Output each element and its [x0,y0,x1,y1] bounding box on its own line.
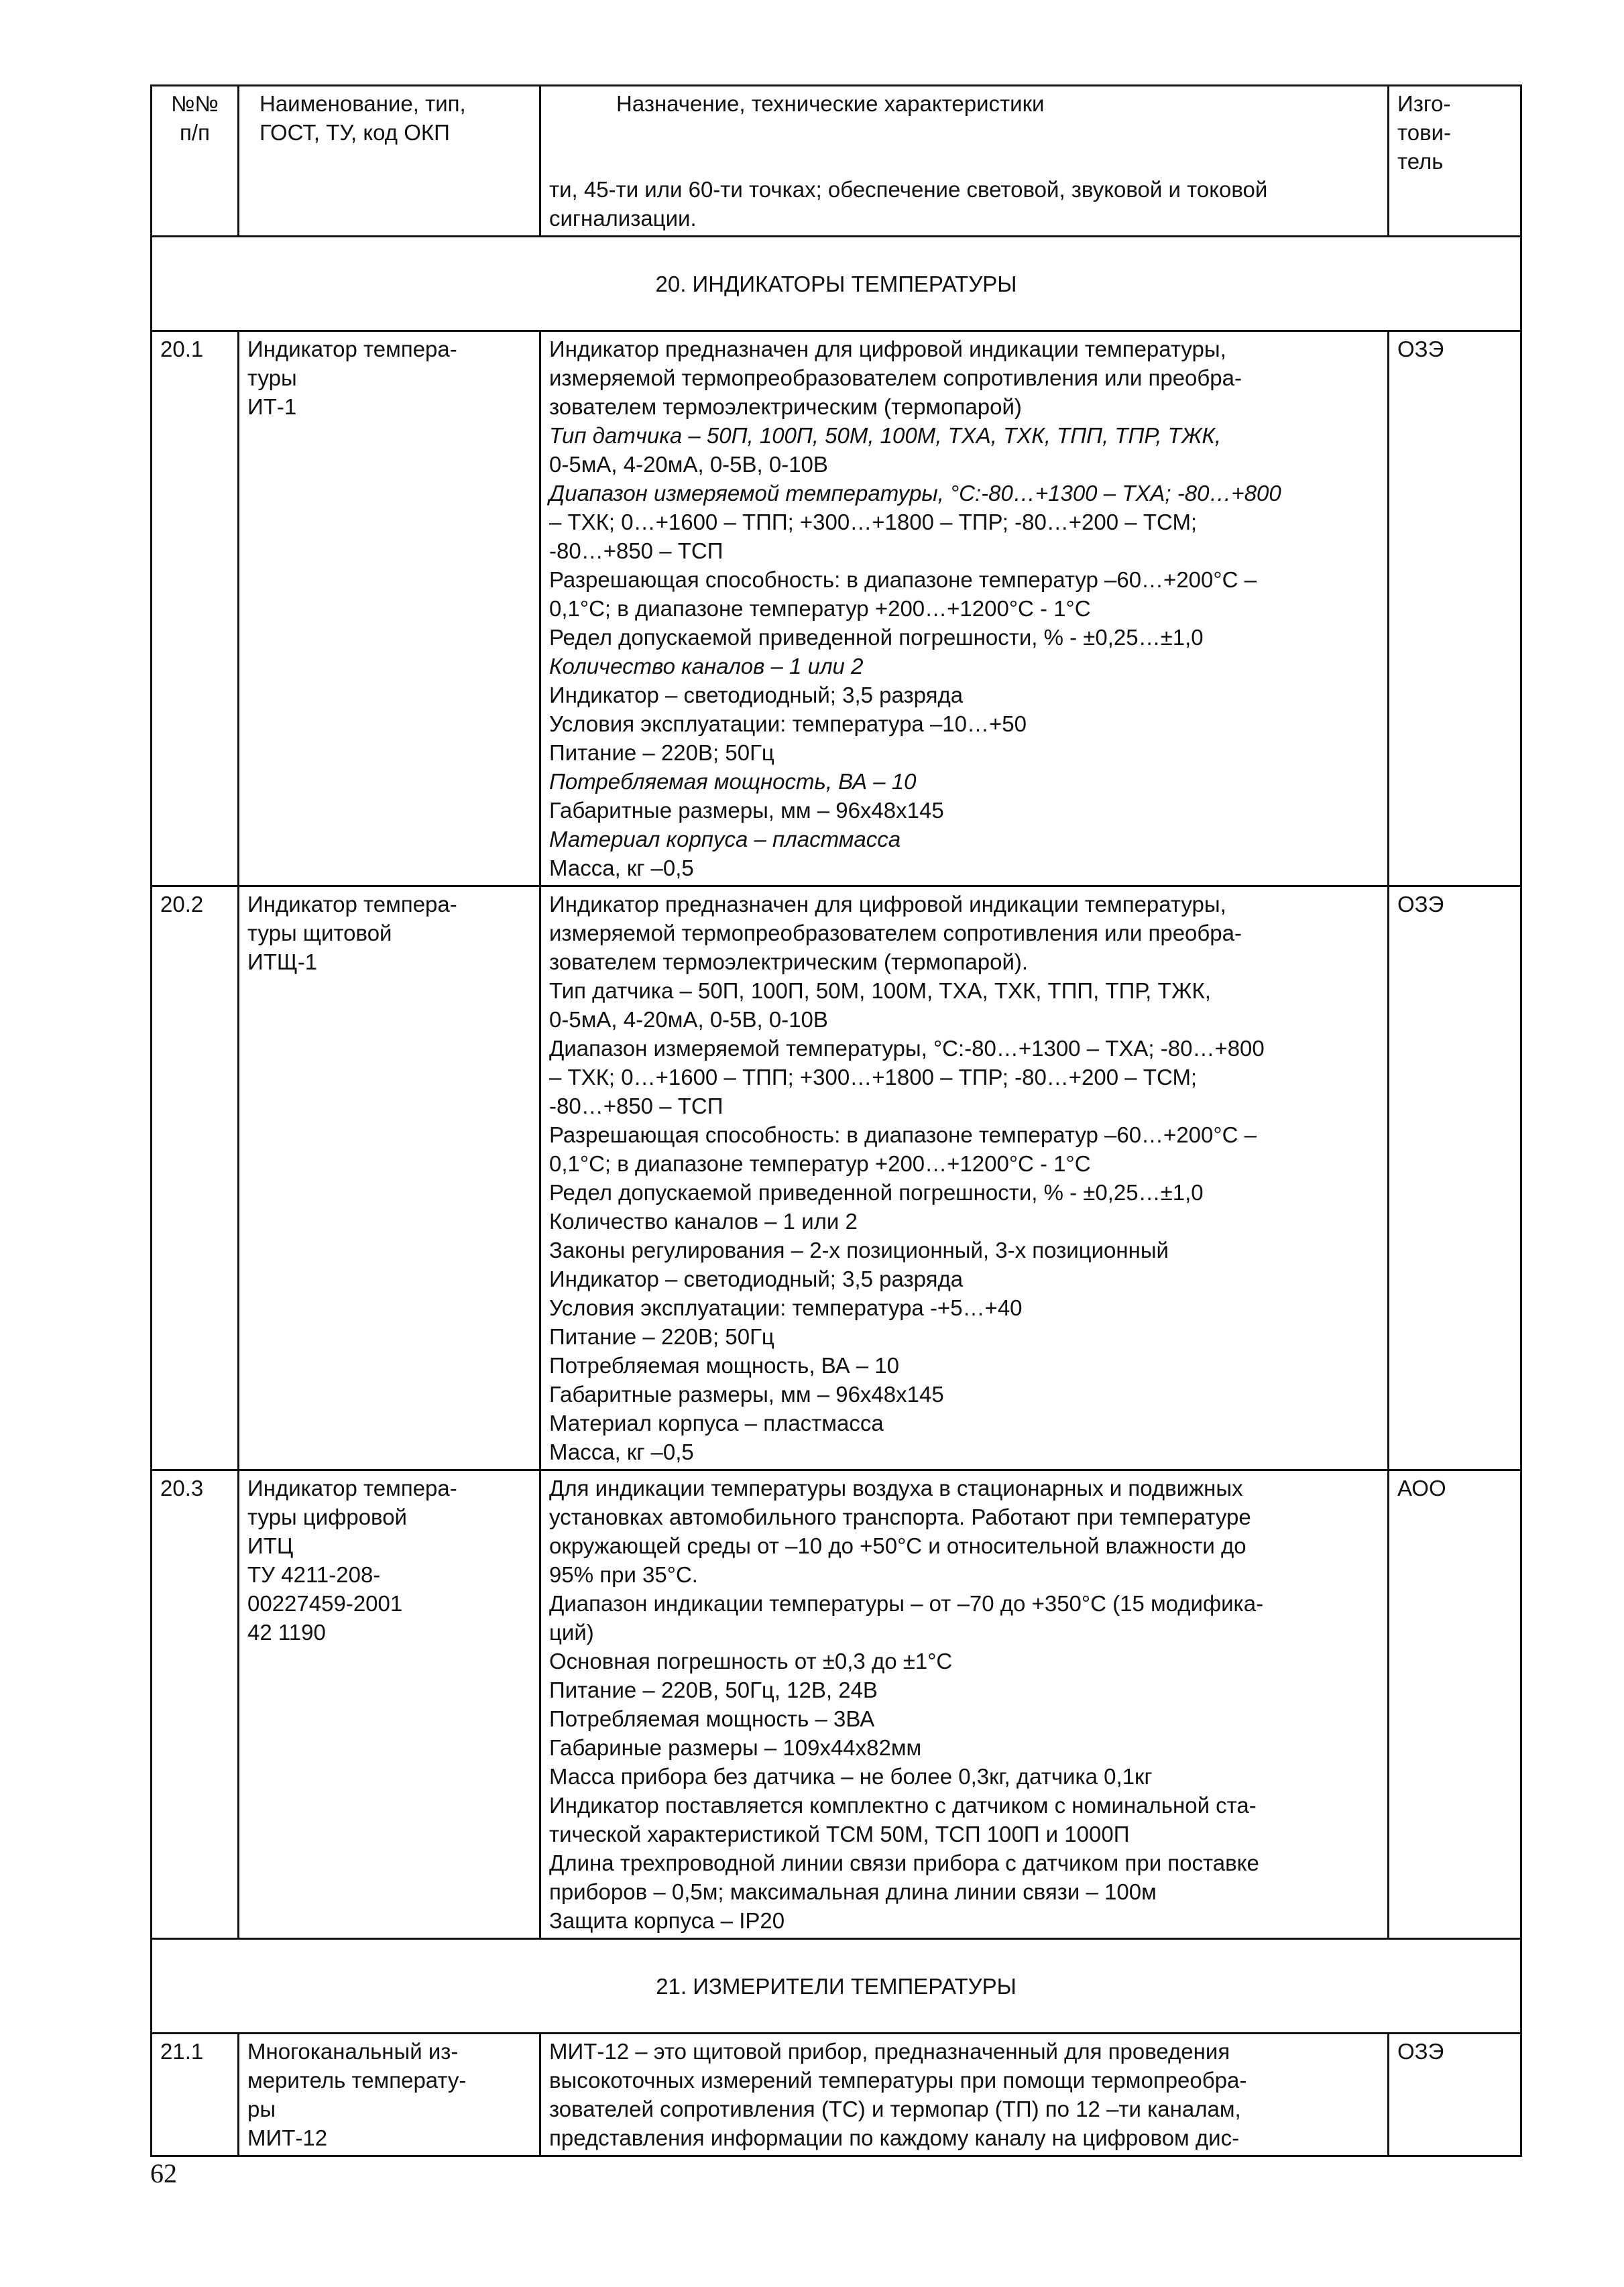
description-line: Индикатор – светодиодный; 3,5 разряда [549,1267,964,1291]
description-line: 0,1°С; в диапазоне температур +200…+1200°С - 1°С [549,596,1091,621]
item-maker: ОЗЭ [1389,331,1521,886]
table-row [152,886,1521,1470]
description-line: Питание – 220В; 50Гц [549,1324,774,1349]
item-maker: АОО [1389,1470,1521,1939]
description-line: установках автомобильного транспорта. Работают при температуре [549,1505,1251,1529]
description-line: – ТХК; 0…+1600 – ТПП; +300…+1800 – ТПР; -80…+200 – ТСМ; [549,1065,1198,1090]
description-line: Индикатор предназначен для цифровой индикации температуры, [549,337,1226,361]
description-line: зователем термоэлектрическим (термопарой). [549,949,1029,974]
item-number: 20.1 [152,331,239,886]
item-number: 21.1 [152,2034,239,2156]
description-line: 0-5мА, 4-20мА, 0-5В, 0-10В [549,452,828,477]
description-line: Количество каналов – 1 или 2 [549,654,864,679]
table-header-row [152,86,1521,237]
description-line: Габаритные размеры, мм – 96х48х145 [549,798,944,823]
table-row [152,2034,1521,2156]
page-number: 62 [150,2158,177,2188]
section-row [152,237,1521,331]
item-description [540,2034,1389,2156]
section-title: 21. ИЗМЕРИТЕЛИ ТЕМПЕРАТУРЫ [152,1939,1521,2034]
description-line: Индикатор – светодиодный; 3,5 разряда [549,683,964,707]
description-line: Редел допускаемой приведенной погрешности, % - ±0,25…±1,0 [549,625,1204,650]
description-line: Длина трехпроводной линии связи прибора с датчиком при поставке [549,1851,1259,1875]
description-line: 0,1°С; в диапазоне температур +200…+1200°С - 1°С [549,1151,1091,1176]
description-line: зователей сопротивления (ТС) и термопар (ТП) по 12 –ти каналам, [549,2097,1241,2121]
description-line: Материал корпуса – пластмасса [549,827,901,852]
description-line: Масса, кг –0,5 [549,856,694,880]
item-maker: ОЗЭ [1389,2034,1521,2156]
description-line: высокоточных измерений температуры при помощи термопреобра- [549,2068,1247,2093]
description-line: Питание – 220В; 50Гц [549,740,774,765]
item-description [540,331,1389,886]
description-line: зователем термоэлектрическим (термопарой) [549,394,1022,419]
description-line: Разрешающая способность: в диапазоне температур –60…+200°С – [549,567,1257,592]
description-line: Разрешающая способность: в диапазоне температур –60…+200°С – [549,1122,1257,1147]
item-number: 20.3 [152,1470,239,1939]
description-line: Условия эксплуатации: температура -+5…+40 [549,1295,1023,1320]
item-maker: ОЗЭ [1389,886,1521,1470]
description-line: -80…+850 – ТСП [549,1094,723,1118]
description-line: – ТХК; 0…+1600 – ТПП; +300…+1800 – ТПР; -80…+200 – ТСМ; [549,510,1198,534]
description-line: тической характеристикой ТСМ 50М, ТСП 100П и 1000П [549,1822,1130,1846]
description-line: Диапазон измеряемой температуры, °С:-80…+1300 – ТХА; -80…+800 [549,481,1281,506]
description-line: Питание – 220В, 50Гц, 12В, 24В [549,1678,878,1702]
description-line: Тип датчика – 50П, 100П, 50М, 100М, ТХА, ТХК, ТПП, ТПР, ТЖК, [549,423,1222,448]
description-line: Габаритные размеры, мм – 96х48х145 [549,1382,944,1407]
description-line: Количество каналов – 1 или 2 [549,1209,858,1234]
description-line: Тип датчика – 50П, 100П, 50М, 100М, ТХА, ТХК, ТПП, ТПР, ТЖК, [549,978,1211,1003]
description-line: представления информации по каждому каналу на цифровом дис- [549,2125,1240,2150]
description-line: Для индикации температуры воздуха в стационарных и подвижных [549,1476,1243,1501]
description-line: Условия эксплуатации: температура –10…+50 [549,711,1027,736]
description-line: ций) [549,1620,594,1645]
description-line: Защита корпуса – IP20 [549,1908,785,1933]
item-name: Индикатор темпера- туры цифровой ИТЦ ТУ 4211-208- 00227459-2001 42 1190 [239,1470,540,1939]
section-title: 20. ИНДИКАТОРЫ ТЕМПЕРАТУРЫ [152,237,1521,331]
header-name: Наименование, тип, ГОСТ, ТУ, код ОКП [239,86,540,237]
description-line: Законы регулирования – 2-х позиционный, 3-х позиционный [549,1238,1169,1263]
item-name: Индикатор темпера- туры ИТ-1 [239,331,540,886]
header-purpose: Назначение, технические характеристики [616,91,1045,116]
item-description [540,1470,1389,1939]
header-number: №№ п/п [152,86,239,237]
item-name: Индикатор темпера- туры щитовой ИТЩ-1 [239,886,540,1470]
table-row [152,331,1521,886]
description-line: окружающей среды от –10 до +50°С и относительной влажности до [549,1533,1246,1558]
catalog-table [150,84,1522,2157]
description-line: 0-5мА, 4-20мА, 0-5В, 0-10В [549,1007,828,1032]
description-line: МИТ-12 – это щитовой прибор, предназначенный для проведения [549,2039,1230,2064]
description-line: Масса, кг –0,5 [549,1440,694,1464]
description-line: Материал корпуса – пластмасса [549,1411,884,1435]
item-description [540,886,1389,1470]
description-line: 95% при 35°С. [549,1562,698,1587]
description-line: Масса прибора без датчика – не более 0,3кг, датчика 0,1кг [549,1764,1153,1789]
continued-text: ти, 45-ти или 60-ти точках; обеспечение световой, звуковой и токовой сигнализации. [549,177,1268,231]
description-line: Потребляемая мощность, ВА – 10 [549,1353,900,1378]
table-row [152,1470,1521,1939]
item-number: 20.2 [152,886,239,1470]
header-purpose-cell [540,86,1389,237]
description-line: -80…+850 – ТСП [549,538,723,563]
item-name: Многоканальный из- меритель температу- ры МИТ-12 [239,2034,540,2156]
description-line: Диапазон измеряемой температуры, °С:-80…+1300 – ТХА; -80…+800 [549,1036,1265,1061]
header-maker: Изго- тови- тель [1389,86,1521,237]
description-line: Габариные размеры – 109х44х82мм [549,1735,922,1760]
description-line: Диапазон индикации температуры – от –70 до +350°С (15 модифика- [549,1591,1264,1616]
description-line: Потребляемая мощность, ВА – 10 [549,769,917,794]
description-line: Основная погрешность от ±0,3 до ±1°С [549,1649,953,1674]
section-row [152,1939,1521,2034]
description-line: измеряемой термопреобразователем сопротивления или преобра- [549,365,1242,390]
description-line: приборов – 0,5м; максимальная длина линии связи – 100м [549,1879,1157,1904]
description-line: Редел допускаемой приведенной погрешности, % - ±0,25…±1,0 [549,1180,1204,1205]
description-line: Потребляемая мощность – 3ВА [549,1706,875,1731]
description-line: Индикатор поставляется комплектно с датчиком с номинальной ста- [549,1793,1257,1818]
description-line: Индикатор предназначен для цифровой индикации температуры, [549,892,1226,917]
description-line: измеряемой термопреобразователем сопротивления или преобра- [549,921,1242,945]
